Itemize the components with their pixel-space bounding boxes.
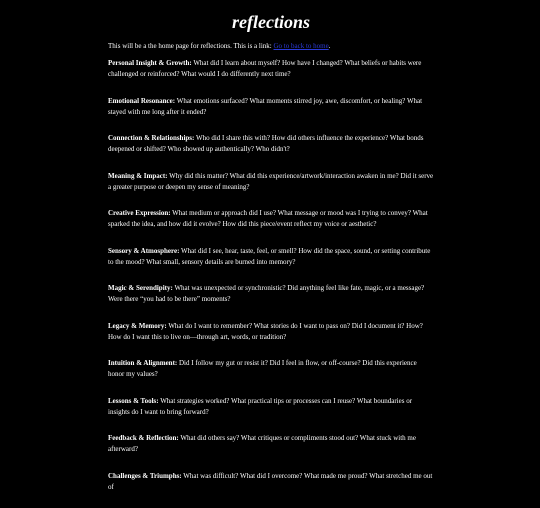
section-meaning-impact [108, 171, 434, 193]
section-heading: Feedback & Reflection: [108, 434, 179, 442]
intro-paragraph [108, 41, 434, 52]
section-creative-expression [108, 208, 434, 230]
reflection-sections [108, 58, 434, 508]
home-link[interactable]: Go to back to home [273, 42, 329, 50]
section-body: What do I want to remember? What stories do I want to pass on? Did I document it? How? How do I want this to live on—through art, words, or tradition? [108, 321, 423, 341]
section-feedback-reflection [108, 433, 434, 455]
section-heading: Emotional Resonance: [108, 96, 176, 105]
intro-text: This will be a the home page for reflections. This is a link: [108, 42, 272, 50]
intro-tail: . [328, 42, 331, 50]
section-body: What emotions surfaced? What moments stirred joy, awe, discomfort, or healing? What stayed with me long after it ended? [108, 96, 423, 116]
section-body: What was difficult? What did I overcome? What made me proud? What stretched me out of [108, 471, 433, 491]
section-heading: Personal Insight & Growth: [108, 59, 192, 67]
section-heading: Meaning & Impact: [108, 171, 168, 180]
section-legacy-memory [108, 321, 434, 343]
section-heading: Legacy & Memory: [108, 321, 167, 330]
section-personal-insight [108, 58, 434, 80]
section-challenges-triumphs [108, 471, 434, 493]
section-connection [108, 133, 434, 155]
section-body: Why did this matter? What did this experience/artwork/interaction awaken in me? Did it serve a greater purpose or deepen my sense of meaning? [108, 171, 434, 191]
section-heading: Creative Expression: [108, 209, 171, 217]
section-body: Who did I share this with? How did others influence the experience? What bonds deepened or shifted? Who showed up authentically? Who didn't? [108, 134, 424, 153]
section-intuition-alignment [108, 358, 434, 380]
section-body: What did I see, hear, taste, feel, or smell? How did the space, sound, or setting contribute to the mood? What small, sensory details are burned into memory? [108, 246, 431, 266]
section-heading: Intuition & Alignment: [108, 359, 178, 367]
section-heading: Magic & Serendipity: [108, 284, 173, 292]
page-title: reflections [232, 12, 310, 32]
section-emotional-resonance [108, 96, 434, 118]
section-heading: Sensory & Atmosphere: [108, 246, 180, 255]
section-body: What did I learn about myself? How have I changed? What beliefs or habits were challenged or reinforced? What would I do differently next time? [108, 59, 422, 78]
section-body: What did others say? What critiques or compliments stood out? What stuck with me afterward? [108, 434, 416, 453]
section-body: What strategies worked? What practical tips or processes can I reuse? What boundaries or insights do I want to bring forward? [108, 396, 413, 416]
section-body: What medium or approach did I use? What message or mood was I trying to convey? What sparked the idea, and how did it evolve? How did this piece/event reflect my voice or aesthetic? [108, 209, 428, 228]
section-heading: Connection & Relationships: [108, 134, 195, 142]
section-heading: Lessons & Tools: [108, 396, 159, 405]
section-heading: Challenges & Triumphs: [108, 471, 182, 480]
section-lessons-tools [108, 396, 434, 418]
section-magic-serendipity [108, 283, 434, 305]
section-body: What was unexpected or synchronistic? Did anything feel like fate, magic, or a message? Were there “you had to be there” moments? [108, 284, 425, 303]
section-sensory-atmosphere [108, 246, 434, 268]
section-body: Did I follow my gut or resist it? Did I feel in flow, or off-course? Did this experience honor my values? [108, 359, 417, 378]
